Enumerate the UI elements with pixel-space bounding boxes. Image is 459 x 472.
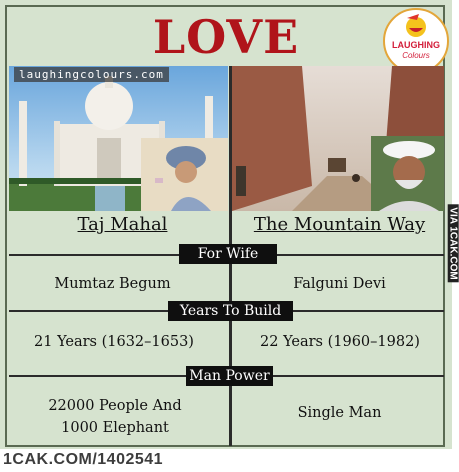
footer-bar <box>0 449 452 472</box>
label-for-wife: For Wife <box>179 244 277 264</box>
left-power-line2: 1000 Elephant <box>61 420 169 436</box>
side-watermark <box>436 207 459 280</box>
footer-url: 1CAK.COM/1402541 <box>3 451 164 468</box>
site-watermark: laughingcolours.com <box>14 67 169 82</box>
logo-text-sub: Colours <box>402 51 430 60</box>
meme-title: LOVE <box>152 10 300 64</box>
shah-jahan-portrait <box>141 138 228 211</box>
side-watermark-text: VIA 1CAK.COM <box>448 204 459 282</box>
right-power: Single Man <box>297 405 382 421</box>
right-heading: The Mountain Way <box>253 214 426 235</box>
left-power-line1: 22000 People And <box>48 398 182 414</box>
label-years-to-build: Years To Build <box>168 301 293 321</box>
laughing-face-icon <box>385 10 447 40</box>
dashrath-manjhi-portrait <box>371 136 444 211</box>
left-years: 21 Years (1632–1653) <box>34 334 194 350</box>
taj-mahal-photo <box>9 66 228 211</box>
label-man-power: Man Power <box>186 366 273 386</box>
right-years: 22 Years (1960–1982) <box>260 334 420 350</box>
right-wife: Falguni Devi <box>293 276 386 292</box>
left-heading: Taj Mahal <box>77 214 168 235</box>
left-wife: Mumtaz Begum <box>54 276 171 292</box>
laughing-colours-logo <box>383 8 449 74</box>
mountain-way-photo <box>232 66 444 211</box>
left-power <box>15 395 215 439</box>
logo-text-main: LAUGHING <box>392 40 440 50</box>
